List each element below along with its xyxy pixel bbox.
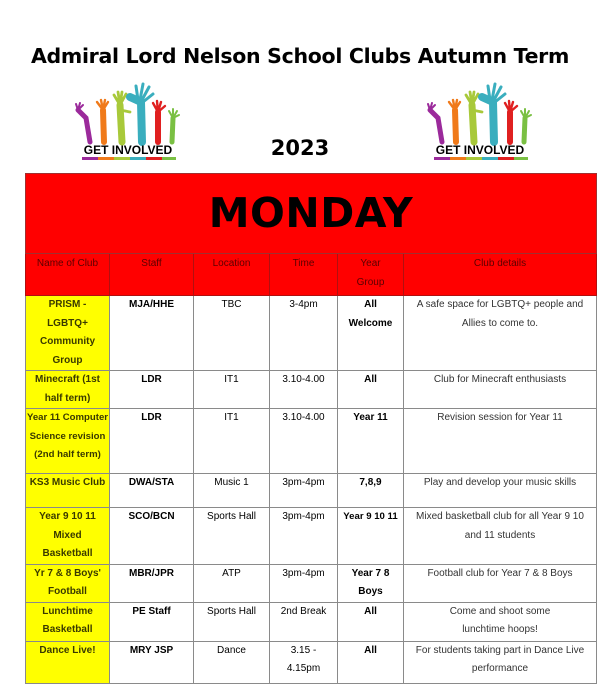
club-name: Dance Live! <box>26 641 110 683</box>
club-location: ATP <box>194 564 270 602</box>
day-label: MONDAY <box>208 189 414 237</box>
column-header-details: Club details <box>404 254 597 296</box>
column-header-time: Time <box>270 254 338 296</box>
club-staff: MRY JSP <box>110 641 194 683</box>
club-details: Revision session for Year 11 <box>404 409 597 474</box>
club-year-group: All Welcome <box>338 296 404 371</box>
club-name: KS3 Music Club <box>26 474 110 508</box>
raised-hands-icon <box>422 80 538 160</box>
clubs-schedule-table <box>25 173 597 684</box>
club-location: TBC <box>194 296 270 371</box>
table-row <box>26 641 597 683</box>
logo-text: GET INVOLVED <box>435 143 525 157</box>
club-year-group: Year 11 <box>338 409 404 474</box>
club-name: Minecraft (1st half term) <box>26 371 110 409</box>
club-details: Mixed basketball club for all Year 9 10 and 11 students <box>404 508 597 565</box>
club-location: Dance <box>194 641 270 683</box>
table-row <box>26 474 597 508</box>
club-name: PRISM - LGBTQ+ Community Group <box>26 296 110 371</box>
club-time: 3.15 - 4.15pm <box>270 641 338 683</box>
club-name: Year 9 10 11 Mixed Basketball <box>26 508 110 565</box>
club-staff: PE Staff <box>110 602 194 641</box>
column-header-year-group: Year Group <box>338 254 404 296</box>
club-time: 3pm-4pm <box>270 508 338 565</box>
club-time: 3pm-4pm <box>270 474 338 508</box>
club-location: IT1 <box>194 409 270 474</box>
table-row <box>26 409 597 474</box>
club-name: Yr 7 & 8 Boys' Football <box>26 564 110 602</box>
club-year-group: All <box>338 602 404 641</box>
table-row <box>26 508 597 565</box>
club-staff: LDR <box>110 371 194 409</box>
club-staff: MBR/JPR <box>110 564 194 602</box>
club-name: Lunchtime Basketball <box>26 602 110 641</box>
club-time: 3.10-4.00 <box>270 371 338 409</box>
club-location: Sports Hall <box>194 602 270 641</box>
club-staff: MJA/HHE <box>110 296 194 371</box>
club-location: IT1 <box>194 371 270 409</box>
club-location: Music 1 <box>194 474 270 508</box>
club-location: Sports Hall <box>194 508 270 565</box>
club-details: Play and develop your music skills <box>404 474 597 508</box>
column-header-name: Name of Club <box>26 254 110 296</box>
column-header-staff: Staff <box>110 254 194 296</box>
club-details: Club for Minecraft enthusiasts <box>404 371 597 409</box>
club-year-group: Year 7 8 Boys <box>338 564 404 602</box>
get-involved-logo-right <box>422 80 538 160</box>
club-year-group: All <box>338 371 404 409</box>
day-heading <box>26 174 597 254</box>
club-staff: SCO/BCN <box>110 508 194 565</box>
club-year-group: 7,8,9 <box>338 474 404 508</box>
club-details: For students taking part in Dance Live performance <box>404 641 597 683</box>
get-involved-logo-left <box>70 80 186 160</box>
table-row <box>26 371 597 409</box>
club-year-group: All <box>338 641 404 683</box>
year-label: 2023 <box>270 136 330 160</box>
club-time: 2nd Break <box>270 602 338 641</box>
table-header-row <box>26 254 597 296</box>
club-staff: DWA/STA <box>110 474 194 508</box>
column-header-location: Location <box>194 254 270 296</box>
club-time: 3pm-4pm <box>270 564 338 602</box>
logo-text: GET INVOLVED <box>83 143 173 157</box>
table-row <box>26 296 597 371</box>
club-details: A safe space for LGBTQ+ people and Allies to come to. <box>404 296 597 371</box>
club-time: 3.10-4.00 <box>270 409 338 474</box>
club-details: Come and shoot some lunchtime hoops! <box>404 602 597 641</box>
raised-hands-icon <box>70 80 186 160</box>
document-title: Admiral Lord Nelson School Clubs Autumn Term <box>30 44 570 68</box>
club-staff: LDR <box>110 409 194 474</box>
table-row <box>26 602 597 641</box>
club-details: Football club for Year 7 & 8 Boys <box>404 564 597 602</box>
club-time: 3-4pm <box>270 296 338 371</box>
club-year-group: Year 9 10 11 <box>338 508 404 565</box>
table-row <box>26 564 597 602</box>
club-name: Year 11 Computer Science revision (2nd half term) <box>26 409 110 474</box>
